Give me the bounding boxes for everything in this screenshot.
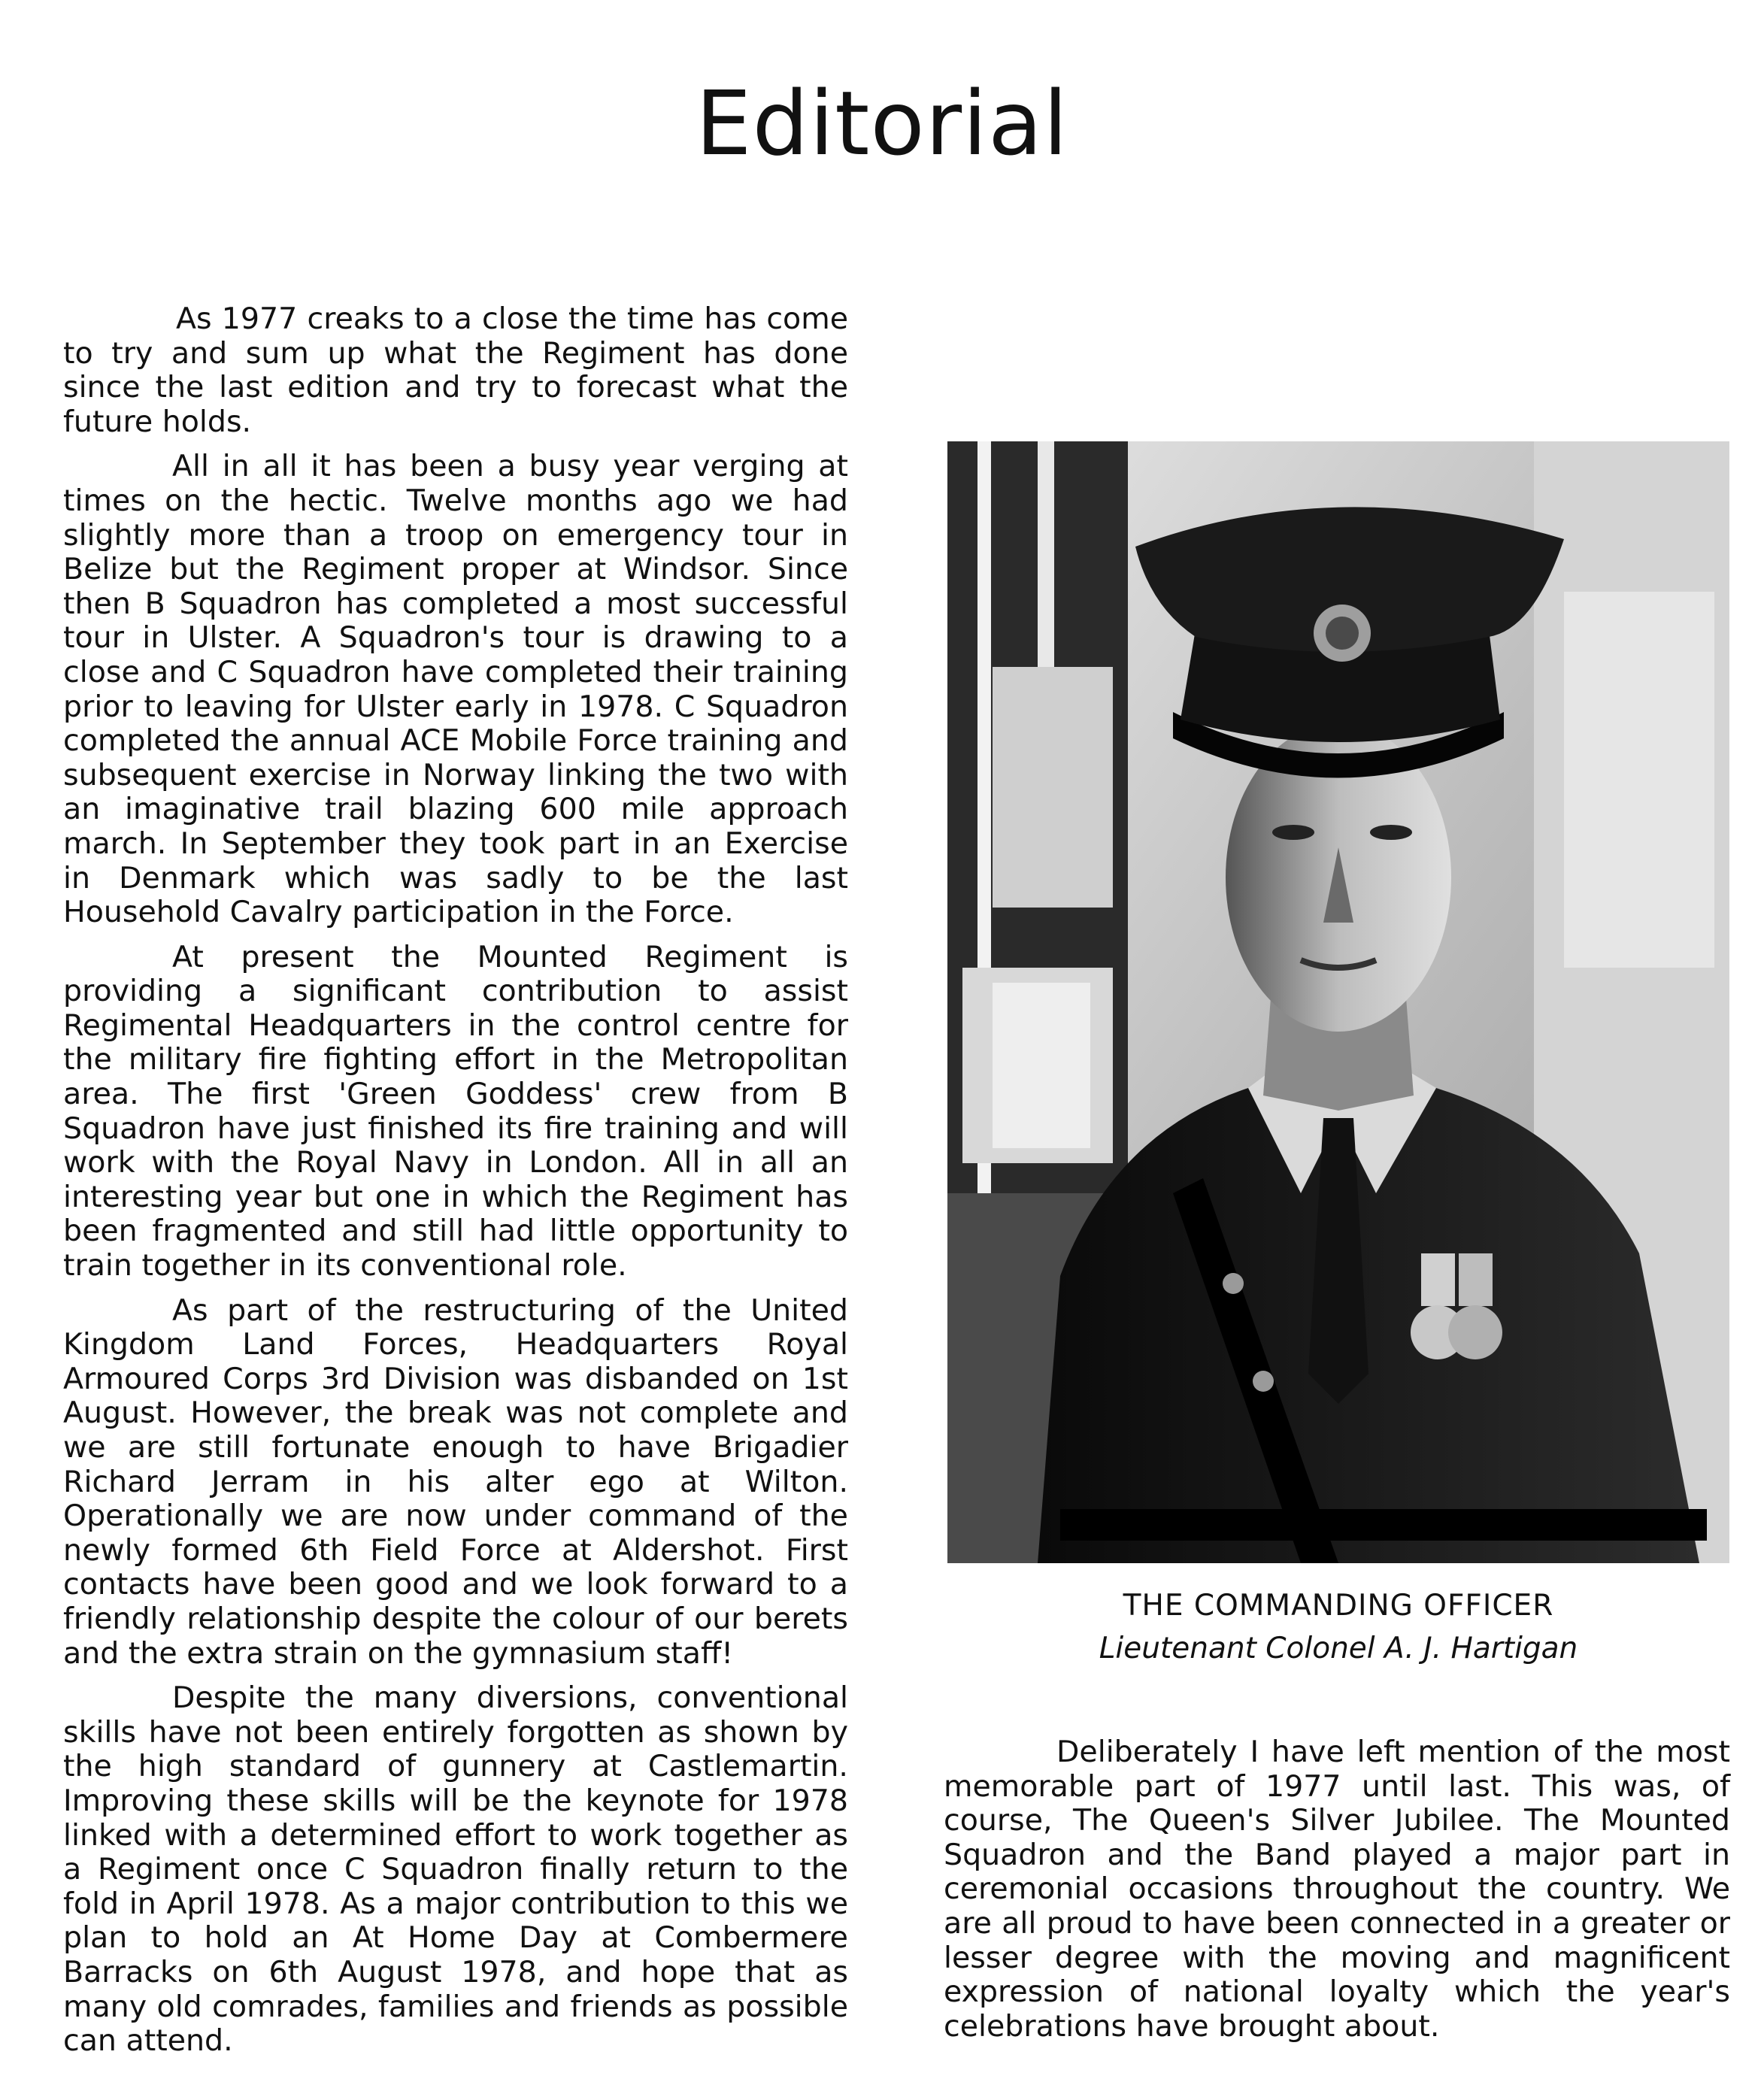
article-paragraph: Despite the many diversions, conventional skills have not been entirely forgotten as shown by the high standard of gunnery at Castlemartin. Improving these skills will be the keynote for 1978 linked with a determined effort to work together as a Regiment once C Squadron finally return to the fold in April 1978. As a major contribution to this we plan to hold an At Home Day at Combermere Barracks on 6th August 1978, and hope that as many old comrades, families and friends as possible can attend. — [63, 1680, 848, 2059]
article-right-column — [944, 1735, 1730, 2044]
photo-caption-title: THE COMMANDING OFFICER — [1123, 1589, 1554, 1623]
page-title: Editorial — [695, 71, 1069, 175]
article-paragraph: As 1977 creaks to a close the time has come to try and sum up what the Regiment has done since the last edition and try to forecast what the future holds. — [63, 302, 848, 439]
article-paragraph: At present the Mounted Regiment is providing a significant contribution to assist Regimental Headquarters in the control centre for the military fire fighting effort in the Metropolitan area. The first 'Green Goddess' crew from B Squadron have just finished its fire training and will work with the Royal Navy in London. All in all an interesting year but one in which the Regiment has been fragmented and still had little opportunity to train together in its conventional role. — [63, 939, 848, 1283]
photo-caption-subtitle: Lieutenant Colonel A. J. Hartigan — [1099, 1632, 1578, 1665]
article-paragraph: All in all it has been a busy year verging at times on the hectic. Twelve months ago we had slightly more than a troop on emergency tour in Belize but the Regiment proper at Windsor. Since then B Squadron has completed a most successful tour in Ulster. A Squadron's tour is drawing to a close and C Squadron have completed their training prior to leaving for Ulster early in 1978. C Squadron completed the annual ACE Mobile Force training and subsequent exercise in Norway linking the two with an imaginative trail blazing 600 mile approach march. In September they took part in an Exercise in Denmark which was sadly to be the last Household Cavalry participation in the Force. — [63, 449, 848, 930]
commanding-officer-photo — [947, 441, 1729, 1563]
article-paragraph: Deliberately I have left mention of the most memorable part of 1977 until last. This was, of course, The Queen's Silver Jubilee. The Mounted Squadron and the Band played a major part in ceremonial occasions throughout the country. We are all proud to have been connected in a greater or lesser degree with the moving and magnificent expression of national loyalty which the year's celebrations have brought about. — [944, 1735, 1730, 2044]
article-left-column — [63, 302, 848, 2069]
officer-portrait-illustration — [947, 441, 1729, 1563]
article-paragraph: As part of the restructuring of the United Kingdom Land Forces, Headquarters Royal Armoured Corps 3rd Division was disbanded on 1st August. However, the break was not complete and we are still fortunate enough to have Brigadier Richard Jerram in his alter ego at Wilton. Operationally we are now under command of the newly formed 6th Field Force at Aldershot. First contacts have been good and we look forward to a friendly relationship despite the colour of our berets and the extra strain on the gymnasium staff! — [63, 1292, 848, 1671]
